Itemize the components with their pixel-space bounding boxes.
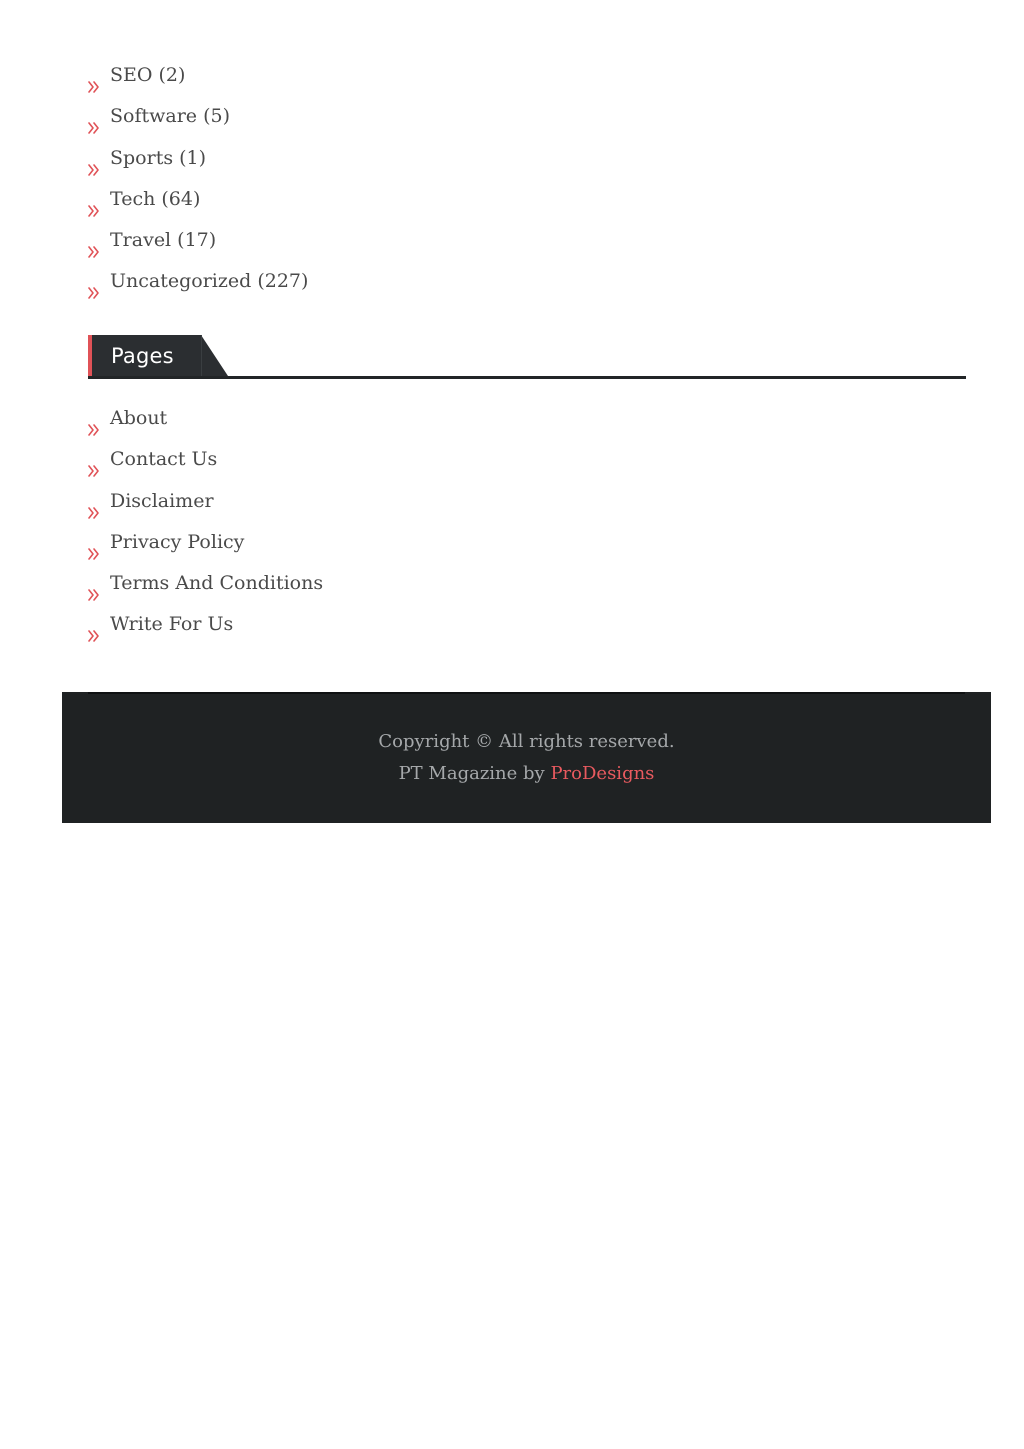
page-item-link[interactable]: Privacy Policy xyxy=(110,530,245,553)
page-item-link[interactable]: Contact Us xyxy=(110,448,218,471)
page-item-link[interactable]: Write For Us xyxy=(110,613,234,636)
double-chevron-right-icon xyxy=(88,151,100,165)
footer-theme-text: PT Magazine by xyxy=(398,763,551,784)
category-item-link[interactable]: Tech (64) xyxy=(110,187,201,210)
heading-underline xyxy=(88,376,966,379)
pages-widget-title: Pages xyxy=(111,344,174,368)
double-chevron-right-icon xyxy=(88,68,100,82)
double-chevron-right-icon xyxy=(88,274,100,288)
site-footer xyxy=(62,692,991,823)
category-item-link[interactable]: Software (5) xyxy=(110,105,230,128)
category-item-link[interactable]: SEO (2) xyxy=(110,64,186,86)
double-chevron-right-icon xyxy=(88,109,100,123)
double-chevron-right-icon xyxy=(88,576,100,590)
category-item-link[interactable]: Uncategorized (227) xyxy=(110,270,309,293)
page-item-link[interactable]: Disclaimer xyxy=(110,489,214,512)
double-chevron-right-icon xyxy=(88,535,100,549)
category-item-link[interactable]: Travel (17) xyxy=(110,229,217,252)
pages-widget-heading xyxy=(88,335,966,379)
double-chevron-right-icon xyxy=(88,411,100,425)
page-item-link[interactable]: About xyxy=(110,407,168,429)
footer-top-border xyxy=(88,692,965,694)
category-item-link[interactable]: Sports (1) xyxy=(110,146,207,169)
page-item-link[interactable]: Terms And Conditions xyxy=(110,572,324,595)
double-chevron-right-icon xyxy=(88,452,100,466)
double-chevron-right-icon xyxy=(88,233,100,247)
double-chevron-right-icon xyxy=(88,494,100,508)
double-chevron-right-icon xyxy=(88,192,100,206)
double-chevron-right-icon xyxy=(88,617,100,631)
footer-credit xyxy=(62,762,991,786)
footer-copyright: Copyright © All rights reserved. xyxy=(378,731,675,752)
footer-author-link[interactable]: ProDesigns xyxy=(550,763,655,784)
